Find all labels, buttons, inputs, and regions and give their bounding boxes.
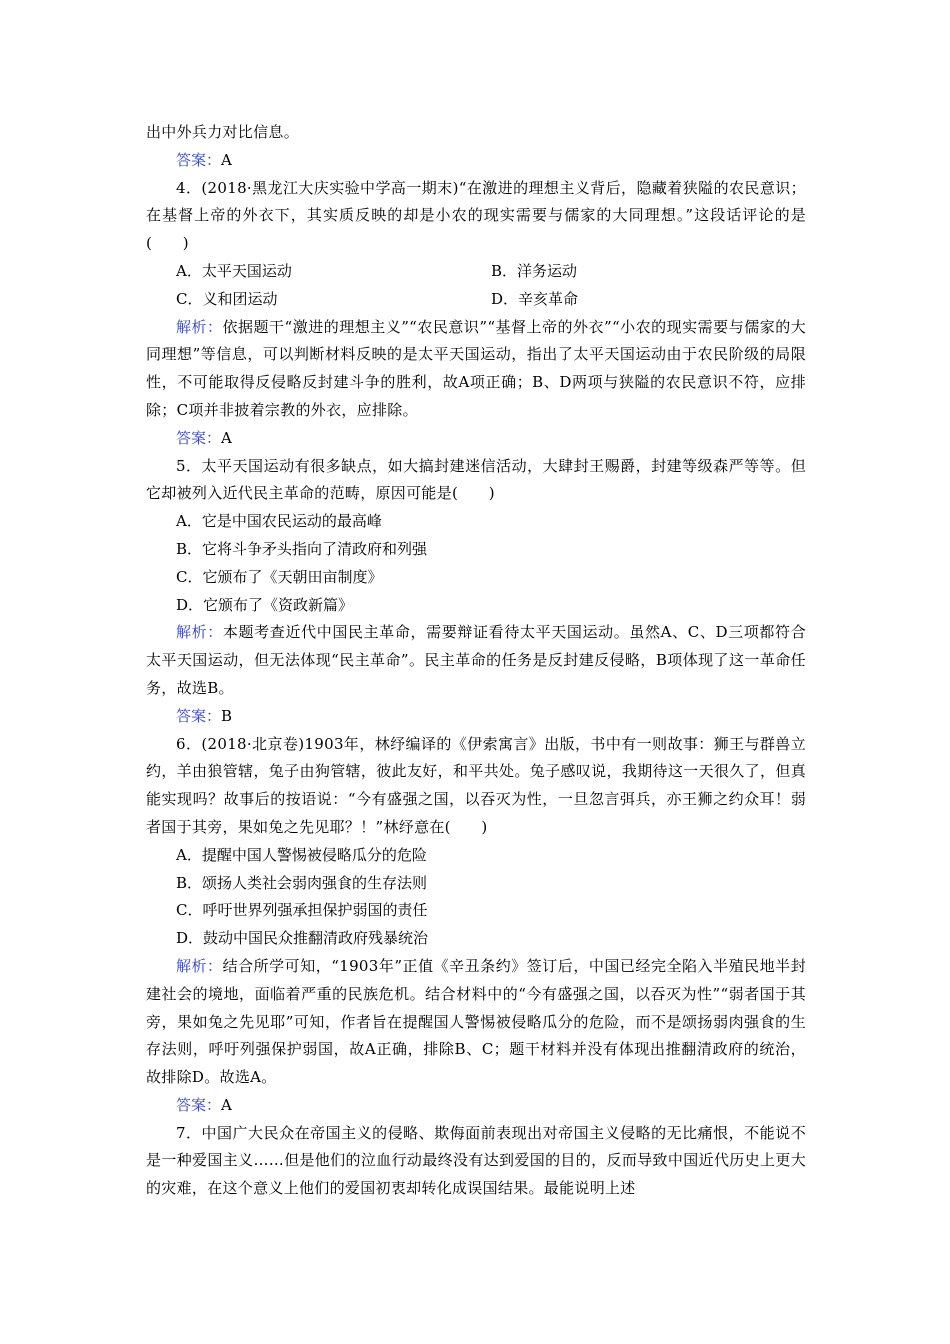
q5-option-d: D．它颁布了《资政新篇》 (176, 595, 354, 614)
q6-analysis (146, 953, 806, 1092)
document-page (146, 119, 806, 1203)
q6-option-c: C．呼吁世界列强承担保护弱国的责任 (176, 901, 428, 920)
q5-option-b: B．它将斗争矛头指向了清政府和列强 (176, 539, 428, 558)
q4-options-row-1 (146, 258, 806, 286)
q3-answer (146, 147, 806, 175)
answer-label: 答案： (176, 150, 222, 169)
q4-option-d: D．辛亥革命 (491, 289, 579, 308)
q5-option-c: C．它颁布了《天朝田亩制度》 (176, 567, 383, 586)
q7-stem: 7．中国广大民众在帝国主义的侵略、欺侮面前表现出对帝国主义侵略的无比痛恨，不能说不是一种爱国主义……但是他们的泣血行动最终没有达到爱国的目的，反而导致中国近代历史上更大的灾难，在这个意义上他们的爱国初衷却转化成误国结果。最能说明上述 (146, 1123, 806, 1198)
q6-option-b: B．颂扬人类社会弱肉强食的生存法则 (176, 873, 428, 892)
answer-label: 答案： (176, 706, 222, 725)
answer-value: A (221, 1095, 232, 1114)
q4-options-row-2 (146, 286, 806, 314)
answer-value: B (221, 706, 233, 725)
q6-option-d: D．鼓动中国民众推翻清政府残暴统治 (176, 929, 429, 948)
answer-label: 答案： (176, 1095, 222, 1114)
q5-stem: 5．太平天国运动有很多缺点，如大搞封建迷信活动，大肆封王赐爵，封建等级森严等等。但它却被列入近代民主革命的范畴，原因可能是( ) (146, 456, 806, 503)
analysis-text: 结合所学可知，“1903年”正值《辛丑条约》签订后，中国已经完全陷入半殖民地半封建社会的境地，面临着严重的民族危机。结合材料中的“今有盛强之国，以吞灭为性”“弱者国于其旁，果如兔之先见耶”可知，作者旨在提醒国人警惕被侵略瓜分的危险，而不是颂扬弱肉强食的生存法则，呼吁列强保护弱国，故A正确，排除B、C；题干材料并没有体现出推翻清政府的统治，故排除D。故选A。 (146, 956, 806, 1087)
q3-analysis-continuation: 出中外兵力对比信息。 (146, 123, 300, 141)
analysis-label: 解析： (176, 956, 223, 975)
q6-answer (146, 1092, 806, 1120)
q4-option-c: C．义和团运动 (176, 289, 278, 308)
analysis-label: 解析： (176, 623, 223, 642)
q5-option-a: A．它是中国农民运动的最高峰 (176, 512, 382, 531)
q5-analysis (146, 619, 806, 702)
analysis-text: 依据题干“激进的理想主义”“农民意识”“基督上帝的外衣”“小农的现实需要与儒家的大同理想”等信息，可以判断材料反映的是太平天国运动，指出了太平天国运动由于农民阶级的局限性，不可能取得反侵略反封建斗争的胜利，故A项正确；B、D两项与狭隘的农民意识不符，应排除；C项并非披着宗教的外衣，应排除。 (146, 317, 806, 419)
q6-option-a: A．提醒中国人警惕被侵略瓜分的危险 (176, 845, 427, 864)
q4-answer (146, 425, 806, 453)
answer-value: A (221, 150, 232, 169)
q4-analysis (146, 314, 806, 425)
q4-stem: 4．(2018·黑龙江大庆实验中学高一期末)“在激进的理想主义背后，隐藏着狭隘的农民意识；在基督上帝的外衣下，其实质反映的却是小农的现实需要与儒家的大同理想。”这段话评论的是( ) (146, 178, 806, 253)
answer-value: A (221, 428, 232, 447)
q6-stem: 6．(2018·北京卷)1903年，林纾编译的《伊索寓言》出版，书中有一则故事：狮王与群兽立约，羊由狼管辖，兔子由狗管辖，彼此友好，和平共处。兔子感叹说，我期待这一天很久了，但真能实现吗？故事后的按语说：“今有盛强之国，以吞灭为性，一旦忽言弭兵，亦王狮之约众耳！弱者国于其旁，果如兔之先见耶？！”林纾意在( ) (146, 734, 806, 836)
q4-option-b: B．洋务运动 (491, 261, 578, 280)
q5-answer (146, 703, 806, 731)
q4-option-a: A．太平天国运动 (176, 261, 292, 280)
analysis-text: 本题考查近代中国民主革命，需要辩证看待太平天国运动。虽然A、C、D三项都符合太平天国运动，但无法体现“民主革命”。民主革命的任务是反封建反侵略，B项体现了这一革命任务，故选B。 (146, 623, 806, 697)
analysis-label: 解析： (176, 317, 223, 336)
answer-label: 答案： (176, 428, 222, 447)
